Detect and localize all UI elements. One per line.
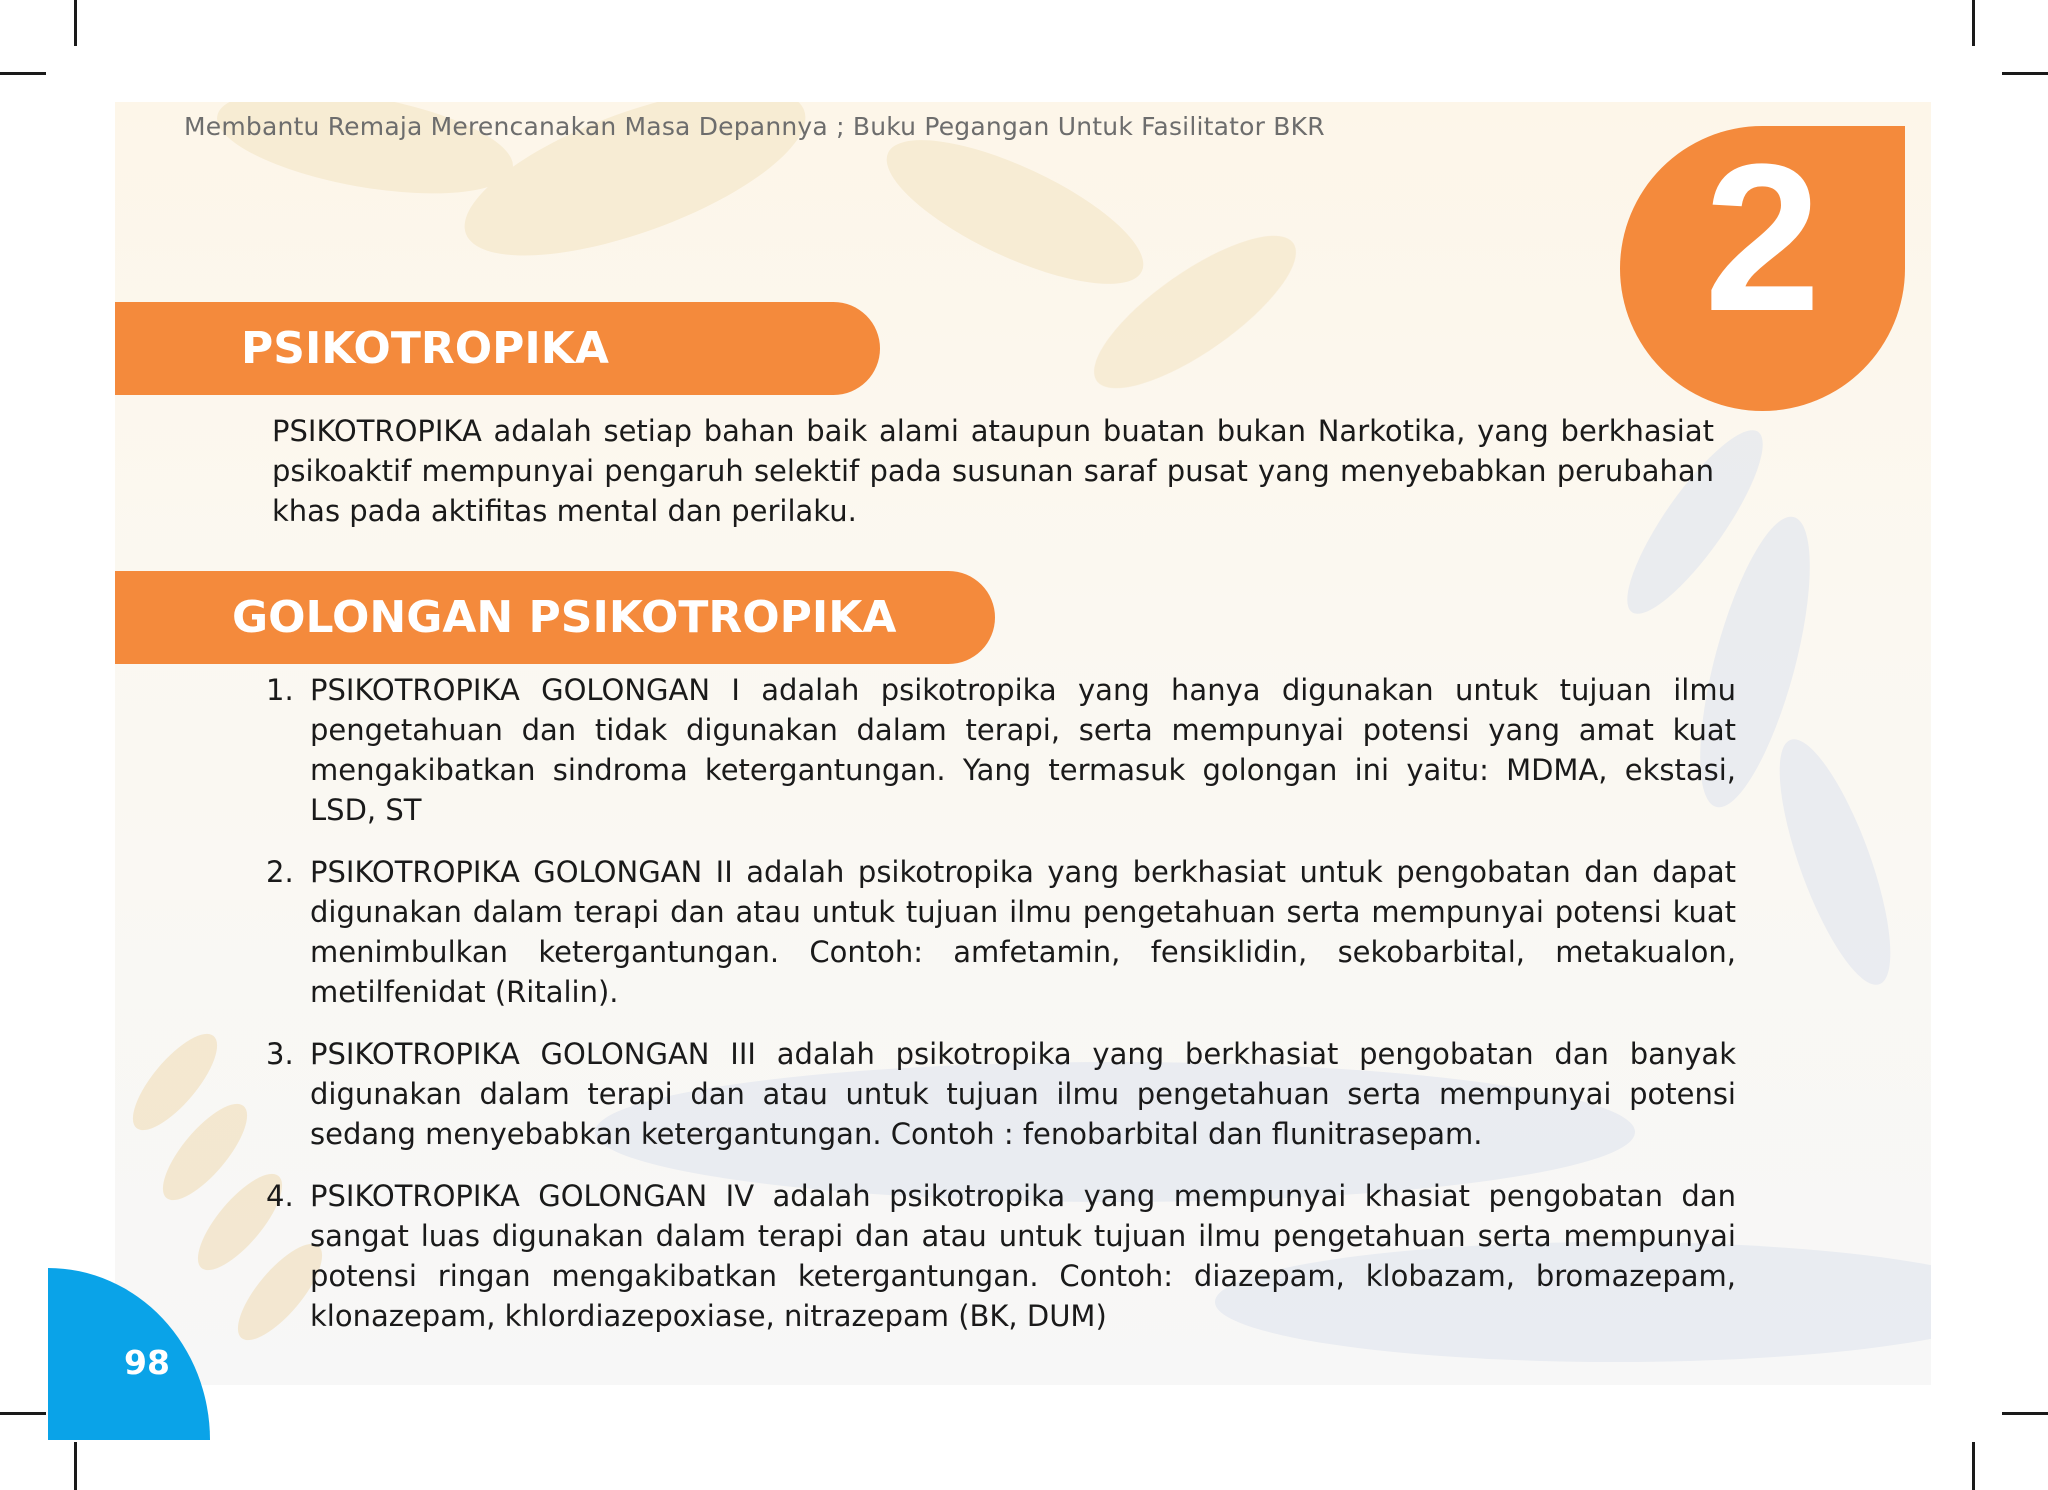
page-number: 98 (124, 1343, 170, 1382)
crop-mark-bottom-left-vertical (74, 1442, 77, 1490)
crop-mark-top-left-horizontal (0, 72, 46, 75)
list-item-text: PSIKOTROPIKA GOLONGAN III adalah psikotropika yang berkhasiat pengobatan dan banyak digunakan dalam terapi dan atau untuk tujuan ilmu pengetahuan serta mempunyai potensi sedang menyebabkan ketergantungan. Contoh : fenobarbital dan flunitrasepam. (310, 1037, 1736, 1151)
list-item (260, 1176, 1736, 1336)
crop-mark-top-right-horizontal (2002, 72, 2048, 75)
list-item-text: PSIKOTROPIKA GOLONGAN II adalah psikotropika yang berkhasiat untuk pengobatan dan dapat digunakan dalam terapi dan atau untuk tujuan ilmu pengetahuan serta mempunyai potensi kuat menimbulkan ketergantungan. Contoh: amfetamin, fensiklidin, sekobarbital, metakualon, metilfenidat (Ritalin). (310, 855, 1736, 1009)
section-heading-psikotropika (115, 302, 880, 395)
list-item (260, 852, 1736, 1012)
list-item-number: 2. (266, 855, 294, 889)
list-item-number: 1. (266, 673, 294, 707)
running-header: Membantu Remaja Merencanakan Masa Depannya ; Buku Pegangan Untuk Fasilitator BKR (184, 112, 1325, 141)
list-item (260, 1034, 1736, 1154)
list-item-text: PSIKOTROPIKA GOLONGAN IV adalah psikotropika yang mempunyai khasiat pengobatan dan sangat luas digunakan dalam terapi dan atau untuk tujuan ilmu pengetahuan serta mempunyai potensi ringan mengakibatkan ketergantungan. Contoh: diazepam, klobazam, bromazepam, klonazepam, khlordiazepoxiase, nitrazepam (BK, DUM) (310, 1179, 1736, 1333)
crop-mark-top-left-vertical (74, 0, 77, 46)
list-item-number: 3. (266, 1037, 294, 1071)
crop-mark-bottom-right-vertical (1972, 1442, 1975, 1490)
crop-mark-bottom-right-horizontal (2002, 1412, 2048, 1415)
list-item (260, 670, 1736, 830)
crop-mark-top-right-vertical (1972, 0, 1975, 46)
section-heading-text: PSIKOTROPIKA (241, 323, 609, 374)
chapter-badge (1620, 119, 1905, 411)
chapter-number: 2 (1704, 119, 1821, 355)
list-item-number: 4. (266, 1179, 294, 1213)
crop-mark-bottom-left-horizontal (0, 1412, 46, 1415)
golongan-list (260, 670, 1736, 1358)
section-heading-golongan (115, 571, 995, 664)
section-heading-text: GOLONGAN PSIKOTROPIKA (232, 592, 897, 643)
definition-paragraph: PSIKOTROPIKA adalah setiap bahan baik alami ataupun buatan bukan Narkotika, yang berkhasiat psikoaktif mempunyai pengaruh selektif pada susunan saraf pusat yang menyebabkan perubahan khas pada aktifitas mental dan perilaku. (272, 414, 1714, 528)
list-item-text: PSIKOTROPIKA GOLONGAN I adalah psikotropika yang hanya digunakan untuk tujuan ilmu pengetahuan dan tidak digunakan dalam terapi, serta mempunyai potensi yang amat kuat mengakibatkan sindroma ketergantungan. Yang termasuk golongan ini yaitu: MDMA, ekstasi, LSD, ST (310, 673, 1736, 827)
